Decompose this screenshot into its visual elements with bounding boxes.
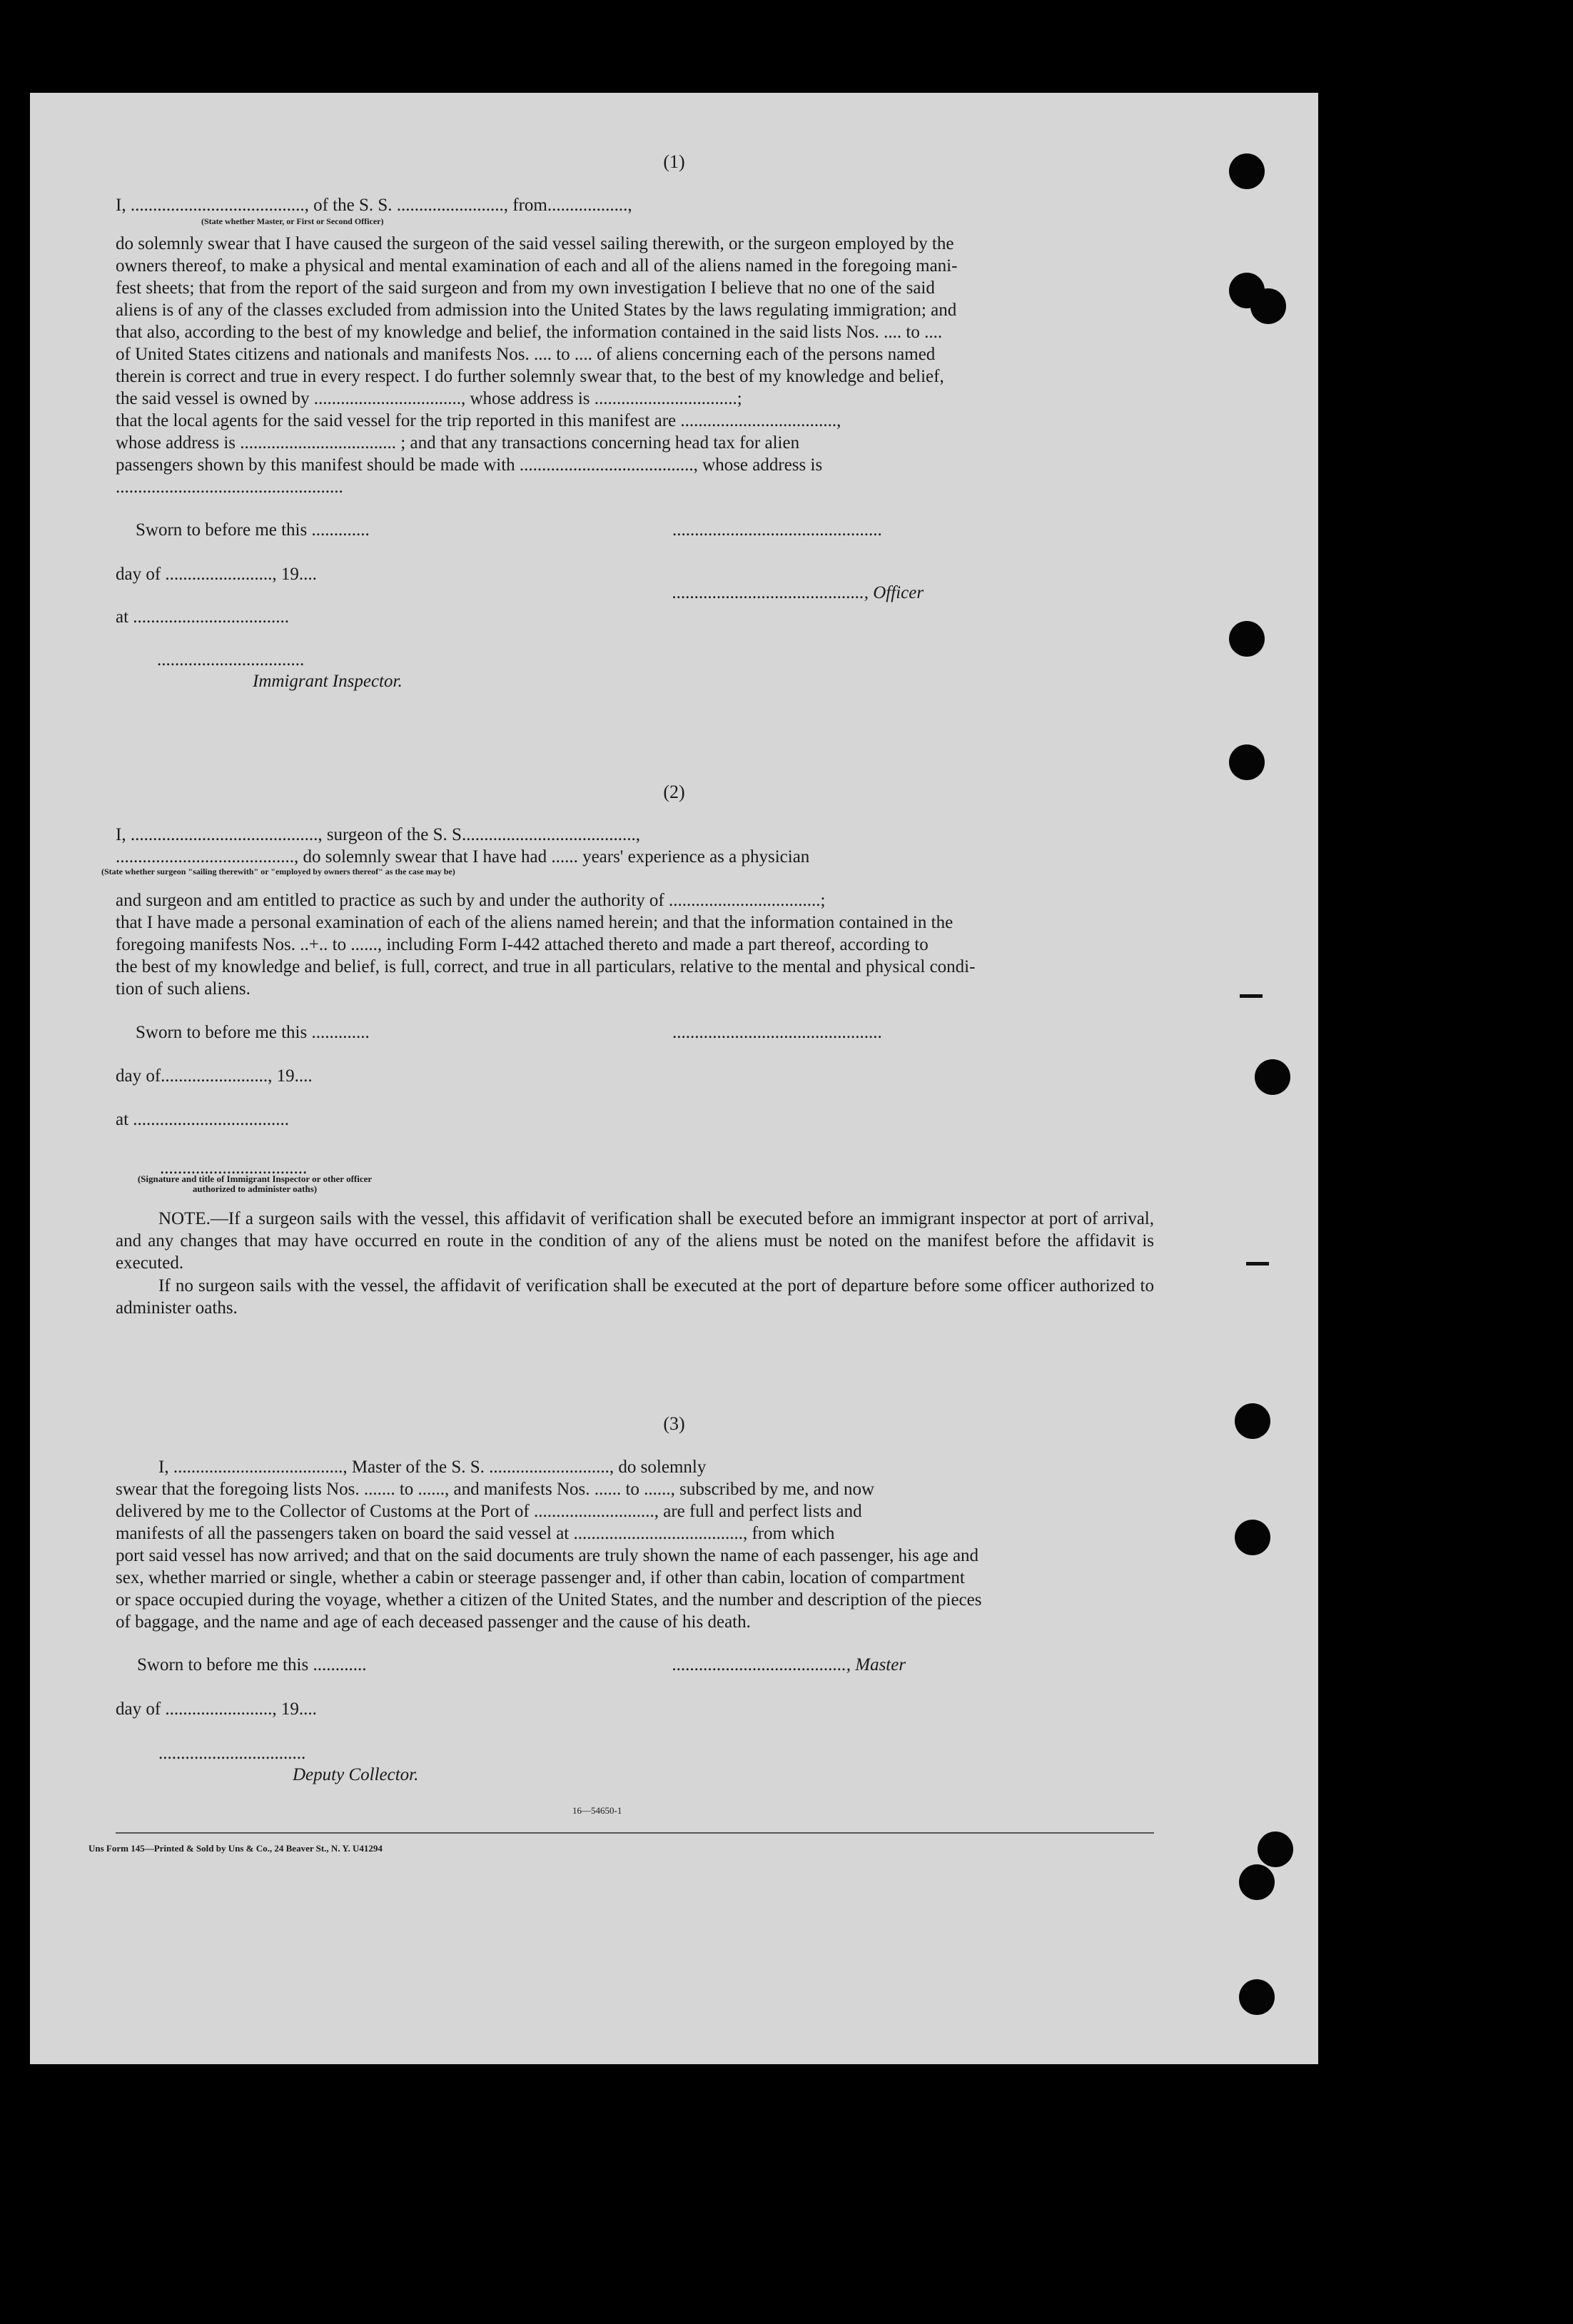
section-1-officer-note: (State whether Master, or First or Second Officer) bbox=[201, 216, 384, 226]
body-line: delivered by me to the Collector of Customs at the Port of ..........................., are full and perfect lists and bbox=[116, 1502, 862, 1521]
section-2-sig-note: (Signature and title of Immigrant Inspector or other officer authorized to administer oaths) bbox=[137, 1173, 373, 1194]
body-line: fest sheets; that from the report of the said surgeon and from my own investigation I believe that no one of the said bbox=[116, 278, 935, 298]
body-line: swear that the foregoing lists Nos. ....... to ......, and manifests Nos. ...... to ......, subscribed by me, and now bbox=[116, 1480, 875, 1499]
punch-hole bbox=[1239, 1979, 1275, 2015]
body-line: of United States citizens and nationals and manifests Nos. .... to .... of aliens concerning each of the persons named bbox=[116, 345, 936, 364]
section-3-master-line: ......................................., Master bbox=[672, 1655, 906, 1674]
section-2-sig-line: ................................. bbox=[160, 1158, 308, 1178]
body-line: do solemnly swear that I have caused the surgeon of the said vessel sailing therewith, or the surgeon employed by the bbox=[116, 234, 954, 253]
section-1-day: day of ........................, 19.... bbox=[116, 565, 317, 584]
body-line: and surgeon and am entitled to practice as such by and under the authority of ..................................; bbox=[116, 891, 826, 910]
binding-mark bbox=[1246, 1262, 1269, 1265]
section-3-collector-line: ................................. bbox=[158, 1744, 306, 1763]
footer-rule bbox=[116, 1832, 1154, 1834]
section-2-line-2: ........................................, do solemnly swear that I have had ...... years' experience as a physician bbox=[116, 847, 810, 867]
punch-hole bbox=[1229, 153, 1265, 189]
body-line: of baggage, and the name and age of each deceased passenger and the cause of his death. bbox=[116, 1612, 751, 1632]
punch-hole bbox=[1229, 744, 1265, 780]
punch-hole bbox=[1255, 1059, 1290, 1095]
body-line: the best of my knowledge and belief, is full, correct, and true in all particulars, relative to the mental and physical condi- bbox=[116, 957, 976, 976]
printer-imprint: Uns Form 145—Printed & Sold by Uns & Co., 24 Beaver St., N. Y. U41294 bbox=[88, 1843, 383, 1854]
section-3-sworn: Sworn to before me this ............ bbox=[137, 1655, 367, 1674]
section-2-note-2: If no surgeon sails with the vessel, the affidavit of verification shall be executed at the port of departure before some officer authorized to administer oaths. bbox=[116, 1276, 1154, 1318]
punch-hole bbox=[1258, 1832, 1293, 1867]
section-2-body bbox=[116, 889, 1154, 1000]
section-1-inspector-title: Immigrant Inspector. bbox=[253, 672, 403, 691]
body-line: I, ......................................, Master of the S. S. ..........................., do solemnly bbox=[158, 1457, 707, 1477]
section-3-heading: (3) bbox=[663, 1413, 685, 1434]
body-line: that I have made a personal examination of each of the aliens named herein; and that the information contained in the bbox=[116, 913, 954, 932]
section-2-sworn: Sworn to before me this ............. bbox=[136, 1023, 370, 1042]
body-line: or space occupied during the voyage, whether a citizen of the United States, and the number and description of the pieces bbox=[116, 1590, 982, 1610]
body-line: passengers shown by this manifest should be made with ......................................., whose address is bbox=[116, 455, 823, 475]
section-2-heading: (2) bbox=[663, 782, 685, 802]
punch-hole bbox=[1239, 1864, 1275, 1900]
section-3-body bbox=[116, 1456, 1154, 1633]
section-2-day: day of........................, 19.... bbox=[116, 1066, 313, 1086]
section-1-sworn: Sworn to before me this ............. bbox=[136, 520, 370, 540]
section-3-day: day of ........................, 19.... bbox=[116, 1699, 317, 1719]
body-line: port said vessel has now arrived; and that on the said documents are truly shown the name of each passenger, his age and bbox=[116, 1546, 979, 1565]
body-line: tion of such aliens. bbox=[116, 979, 251, 999]
punch-hole bbox=[1235, 1403, 1270, 1439]
manifest-page bbox=[30, 93, 1318, 2064]
section-2-surgeon-note: (State whether surgeon "sailing therewith" or "employed by owners thereof" as the case may be) bbox=[101, 867, 455, 876]
body-line: aliens is of any of the classes excluded from admission into the United States by the laws regulating immigration; and bbox=[116, 300, 957, 320]
punch-hole bbox=[1235, 1520, 1270, 1555]
section-2-note-1: NOTE.—If a surgeon sails with the vessel, this affidavit of verification shall be executed before an immigrant inspector at port of arrival, and any changes that may have occurred en route in the condition of any of the aliens must be noted on the manifest before the affidavit is executed. bbox=[116, 1209, 1154, 1273]
form-number: 16—54650-1 bbox=[572, 1805, 622, 1816]
section-1-line-1: I, ......................................., of the S. S. ........................, from.................., bbox=[116, 196, 632, 215]
section-1-inspector-line: ................................. bbox=[157, 650, 305, 670]
body-line: owners thereof, to make a physical and mental examination of each and all of the aliens named in the foregoing mani- bbox=[116, 256, 958, 276]
punch-hole bbox=[1250, 288, 1286, 324]
section-1-heading: (1) bbox=[663, 151, 685, 172]
body-line: therein is correct and true in every respect. I do further solemnly swear that, to the best of my knowledge and belief, bbox=[116, 367, 944, 386]
body-line: foregoing manifests Nos. ..+.. to ......, including Form I-442 attached thereto and made a part thereof, according to bbox=[116, 935, 929, 954]
section-1-officer-line: ..........................................., Officer bbox=[672, 583, 924, 602]
body-line: ................................................... bbox=[116, 478, 343, 497]
section-2-signature-line: ............................................... bbox=[672, 1023, 882, 1042]
section-1-signature-line: ............................................... bbox=[672, 520, 882, 540]
body-line: that also, according to the best of my knowledge and belief, the information contained in the said lists Nos. .... to .... bbox=[116, 323, 943, 342]
section-1-at: at ................................... bbox=[116, 607, 290, 627]
section-2-line-1: I, .........................................., surgeon of the S. S......................................., bbox=[116, 825, 640, 844]
punch-hole bbox=[1229, 621, 1265, 657]
binding-mark bbox=[1240, 994, 1263, 998]
body-line: that the local agents for the said vessel for the trip reported in this manifest are ..................................., bbox=[116, 411, 841, 430]
body-line: the said vessel is owned by ................................., whose address is ................................; bbox=[116, 389, 742, 408]
body-line: sex, whether married or single, whether a cabin or steerage passenger and, if other than cabin, location of compartment bbox=[116, 1568, 965, 1587]
section-3-collector-title: Deputy Collector. bbox=[293, 1765, 419, 1784]
body-line: manifests of all the passengers taken on board the said vessel at ......................................, from which bbox=[116, 1524, 835, 1543]
body-line: whose address is ................................... ; and that any transactions concerning head tax for alien bbox=[116, 433, 800, 453]
section-1-body bbox=[116, 233, 1154, 498]
section-2-at: at ................................... bbox=[116, 1110, 290, 1129]
